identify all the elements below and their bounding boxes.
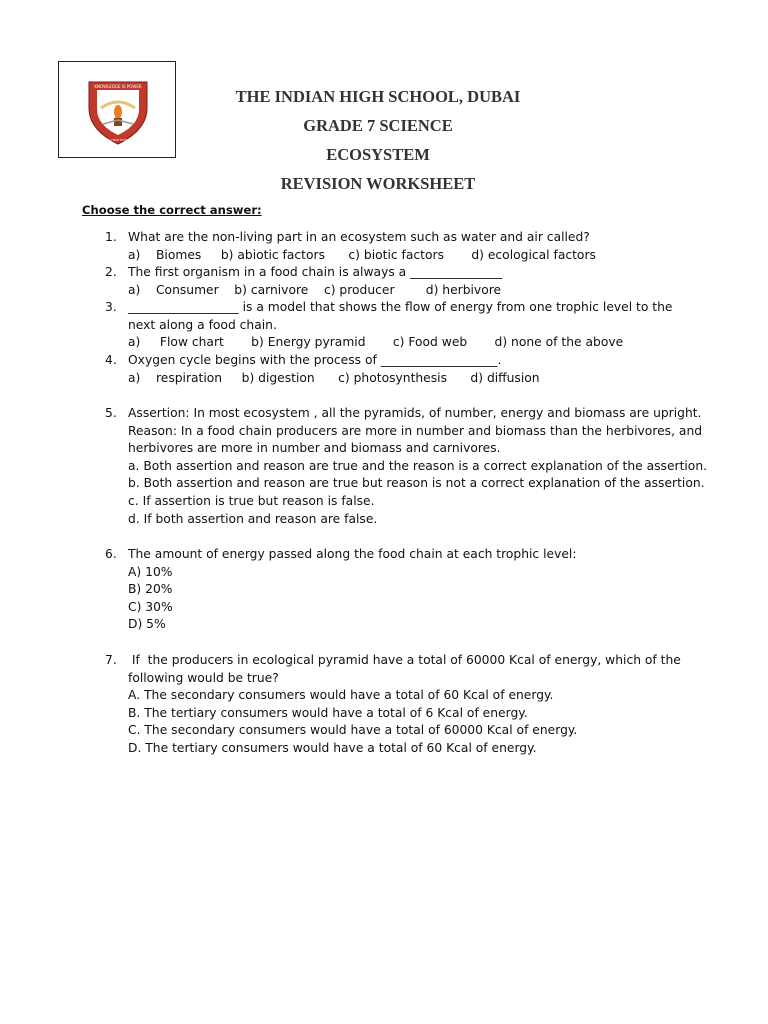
question-option: D) 5% [128,617,166,632]
question-option: d. If both assertion and reason are false. [128,511,378,526]
question-option: C) 30% [128,599,173,614]
question-option: B) 20% [128,582,173,597]
question-option: c. If assertion is true but reason is false. [128,493,375,508]
question-text: __________________ is a model that shows the flow of energy from one trophic level to the [128,300,673,314]
question-option: D. The tertiary consumers would have a total of 60 Kcal of energy. [128,740,537,755]
question-number: 7. [105,653,117,667]
question-text: Assertion: In most ecosystem , all the pyramids, of number, energy and biomass are upright. [128,406,702,420]
grade-heading: GRADE 7 SCIENCE [303,116,453,135]
logo-motto: KNOWLEDGE IS POWER [94,84,142,89]
instructions-heading: Choose the correct answer: [82,203,262,217]
question-number: 2. [105,265,117,279]
question-text: herbivores are more in number and biomass and carnivores. [128,441,501,456]
question-number: 1. [105,230,117,244]
question-text: next along a food chain. [128,317,277,332]
question-option: A. The secondary consumers would have a total of 60 Kcal of energy. [128,688,554,703]
question-text: The first organism in a food chain is always a _______________ [128,265,503,279]
school-name-heading: THE INDIAN HIGH SCHOOL, DUBAI [235,87,521,106]
question-option: a. Both assertion and reason are true and the reason is a correct explanation of the assertion. [128,458,708,473]
question-text: If the producers in ecological pyramid have a total of 60000 Kcal of energy, which of the [128,653,681,667]
question-options: a) Consumer b) carnivore c) producer d) herbivore [128,282,502,297]
question-text: Reason: In a food chain producers are more in number and biomass than the herbivores, and [128,423,703,438]
question-option: C. The secondary consumers would have a total of 60000 Kcal of energy. [128,723,578,738]
question-number: 6. [105,547,117,561]
question-text: following would be true? [128,670,279,685]
topic-heading: ECOSYSTEM [326,145,430,164]
question-number: 3. [105,300,117,314]
school-logo-box [58,61,176,158]
school-crest-icon [81,78,155,146]
question-options: a) Biomes b) abiotic factors c) biotic factors d) ecological factors [128,247,596,262]
question-text: What are the non-living part in an ecosystem such as water and air called? [128,230,590,244]
logo-school-name: THE INDIAN HIGH SCHOOL DUBAI [92,138,144,142]
question-option: B. The tertiary consumers would have a total of 6 Kcal of energy. [128,705,528,720]
question-option: b. Both assertion and reason are true but reason is not a correct explanation of the assertion. [128,476,705,491]
question-options: a) respiration b) digestion c) photosynthesis d) diffusion [128,370,540,385]
worksheet-title: REVISION WORKSHEET [280,174,476,193]
question-options: a) Flow chart b) Energy pyramid c) Food web d) none of the above [128,335,624,350]
question-text: The amount of energy passed along the food chain at each trophic level: [128,547,577,561]
question-number: 4. [105,353,117,367]
question-number: 5. [105,406,117,420]
question-option: A) 10% [128,564,173,579]
question-text: Oxygen cycle begins with the process of ___________________. [128,353,502,367]
